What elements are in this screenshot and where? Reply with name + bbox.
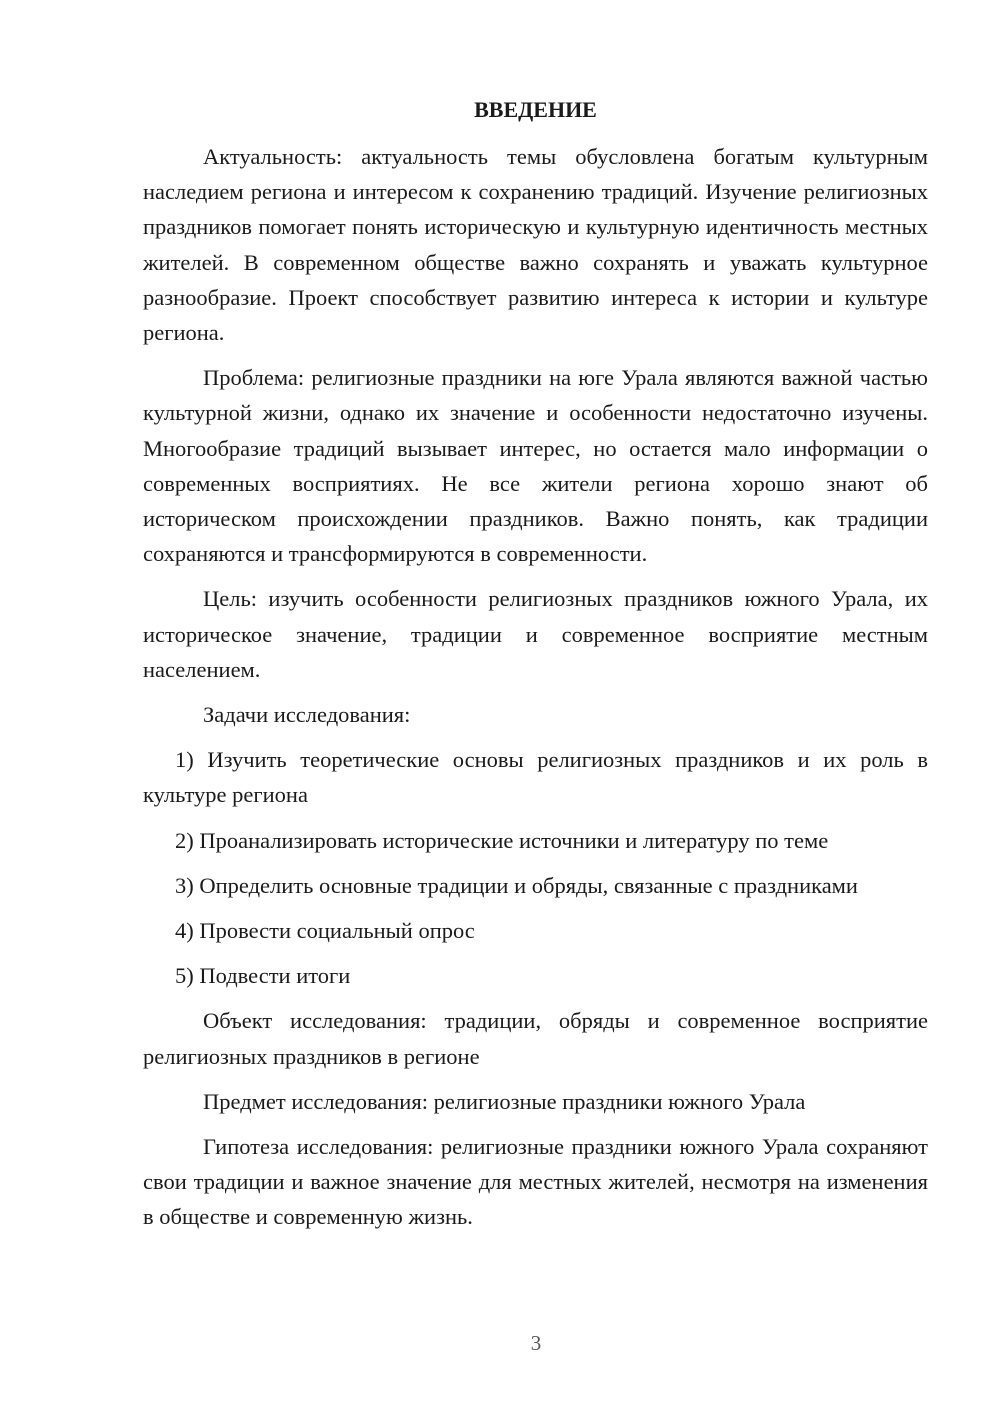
page-number: 3 (530, 1331, 542, 1355)
list-item: 3) Определить основные традиции и обряды, связанные с праздниками (175, 872, 858, 898)
paragraph-problem: Проблема: религиозные праздники на юге Урала являются важной частью культурной жизни, однако их значение и особенности недостаточно изучены. Многообразие традиций вызывает интерес, но остается мало информации о современных восприятиях. Не все жители региона хорошо знают об историческом происхождении праздников. Важно понять, как традиции сохраняются и трансформируются в современности. (143, 365, 928, 567)
paragraph-goal: Цель: изучить особенности религиозных праздников южного Урала, их историческое значение, традиции и современное восприятие местным населением. (143, 586, 928, 682)
list-item: 4) Провести социальный опрос (175, 918, 475, 944)
document-page (143, 92, 928, 1245)
paragraph-subject: Предмет исследования: религиозные праздники южного Урала (203, 1088, 806, 1114)
tasks-title: Задачи исследования: (203, 702, 411, 728)
list-item: 5) Подвести итоги (175, 963, 351, 989)
paragraph-hypothesis: Гипотеза исследования: религиозные праздники южного Урала сохраняют свои традиции и важное значение для местных жителей, несмотря на изменения в обществе и современную жизнь. (143, 1134, 928, 1230)
paragraph-object: Объект исследования: традиции, обряды и современное восприятие религиозных праздников в регионе (143, 1008, 928, 1069)
paragraph-relevance: Актуальность: актуальность темы обусловлена богатым культурным наследием региона и интересом к сохранению традиций. Изучение религиозных праздников помогает понять историческую и культурную идентичность местных жителей. В современном обществе важно сохранять и уважать культурное разнообразие. Проект способствует развитию интереса к истории и культуре региона. (143, 144, 928, 346)
list-item: 1) Изучить теоретические основы религиозных праздников и их роль в культуре региона (143, 747, 928, 808)
list-item: 2) Проанализировать исторические источники и литературу по теме (175, 827, 829, 853)
section-heading: ВВЕДЕНИЕ (474, 97, 597, 122)
tasks-list (143, 742, 928, 993)
